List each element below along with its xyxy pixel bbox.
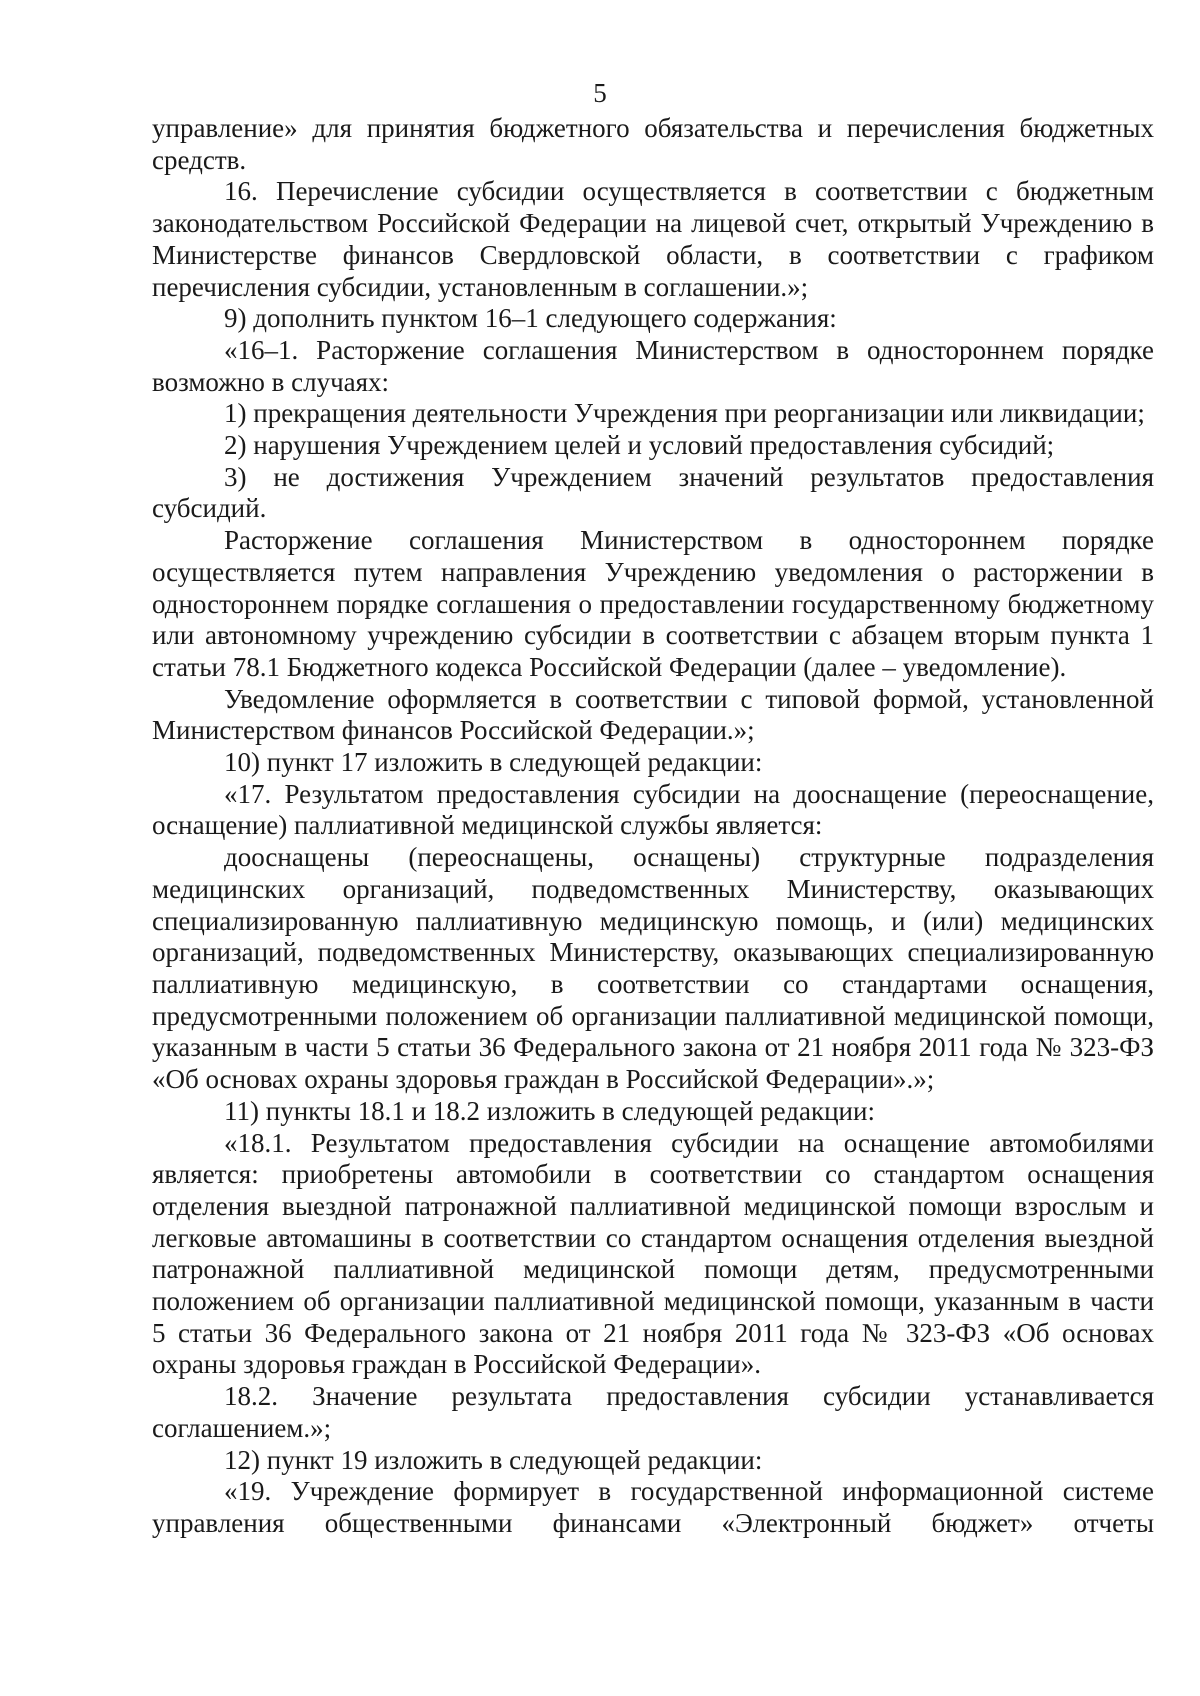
paragraph-continuation: управление» для принятия бюджетного обязательства и перечисления бюджетных средств. [152,113,1154,175]
paragraph-item-16-1: «16–1. Расторжение соглашения Министерством в одностороннем порядке возможно в случаях: [152,334,1154,397]
paragraph-notification: Уведомление оформляется в соответствии с типовой формой, установленной Министерством финансов Российской Федерации.»; [152,683,1154,746]
paragraph-item-16: 16. Перечисление субсидии осуществляется в соответствии с бюджетным законодательством Российской Федерации на лицевой счет, открытый Учреждению в Министерстве финансов Свердловской области, в соответствии с графиком перечисления субсидии, установленным в соглашении.»; [152,176,1154,302]
paragraph-amendment-10: 10) пункт 17 изложить в следующей редакции: [224,747,763,778]
paragraph-item-19: «19. Учреждение формирует в государственной информационной системе управления общественными финансами «Электронный бюджет» отчеты [152,1476,1154,1538]
paragraph-case-1: 1) прекращения деятельности Учреждения при реорганизации или ликвидации; [224,398,1145,429]
paragraph-item-17-result: дооснащены (переоснащены, оснащены) структурные подразделения медицинских организаций, подведомственных Министерству, оказывающих специализированную паллиативную медицинскую помощь, и (или) медицинских организаций, подведомственных Министерству, оказывающих специализированную паллиативную медицинскую, в соответствии со стандартами оснащения, предусмотренными положением об организации паллиативной медицинской помощи, указанным в части 5 статьи 36 Федерального закона от 21 ноября 2011 года № 323-ФЗ «Об основах охраны здоровья граждан в Российской Федерации».»; [152,842,1154,1095]
paragraph-item-17: «17. Результатом предоставления субсидии на дооснащение (переоснащение, оснащение) паллиативной медицинской службы является: [152,778,1154,841]
paragraph-case-3: 3) не достижения Учреждением значений результатов предоставления субсидий. [152,461,1154,524]
paragraph-termination: Расторжение соглашения Министерством в одностороннем порядке осуществляется путем направления Учреждению уведомления о расторжении в одностороннем порядке соглашения о предоставлении государственному бюджетному или автономному учреждению субсидии в соответствии с абзацем вторым пункта 1 статьи 78.1 Бюджетного кодекса Российской Федерации (далее – уведомление). [152,525,1154,682]
paragraph-item-18-2: 18.2. Значение результата предоставления субсидии устанавливается соглашением.»; [152,1381,1154,1443]
paragraph-case-2: 2) нарушения Учреждением целей и условий предоставления субсидий; [224,430,1055,461]
page-number: 5 [593,78,607,108]
paragraph-amendment-12: 12) пункт 19 изложить в следующей редакции: [224,1444,763,1475]
paragraph-item-18-1: «18.1. Результатом предоставления субсидии на оснащение автомобилями является: приобретены автомобили в соответствии со стандартом оснащения отделения выездной патронажной паллиативной медицинской помощи взрослым и легковые автомашины в соответствии со стандартом оснащения отделения выездной патронажной паллиативной медицинской помощи детям, предусмотренными положением об организации паллиативной медицинской помощи, указанным в части 5 статьи 36 Федерального закона от 21 ноября 2011 года № 323-ФЗ «Об основах охраны здоровья граждан в Российской Федерации». [152,1127,1154,1380]
paragraph-amendment-11: 11) пункты 18.1 и 18.2 изложить в следующей редакции: [224,1095,875,1126]
paragraph-amendment-9: 9) дополнить пунктом 16–1 следующего содержания: [224,303,837,334]
document-body [152,113,1154,1540]
